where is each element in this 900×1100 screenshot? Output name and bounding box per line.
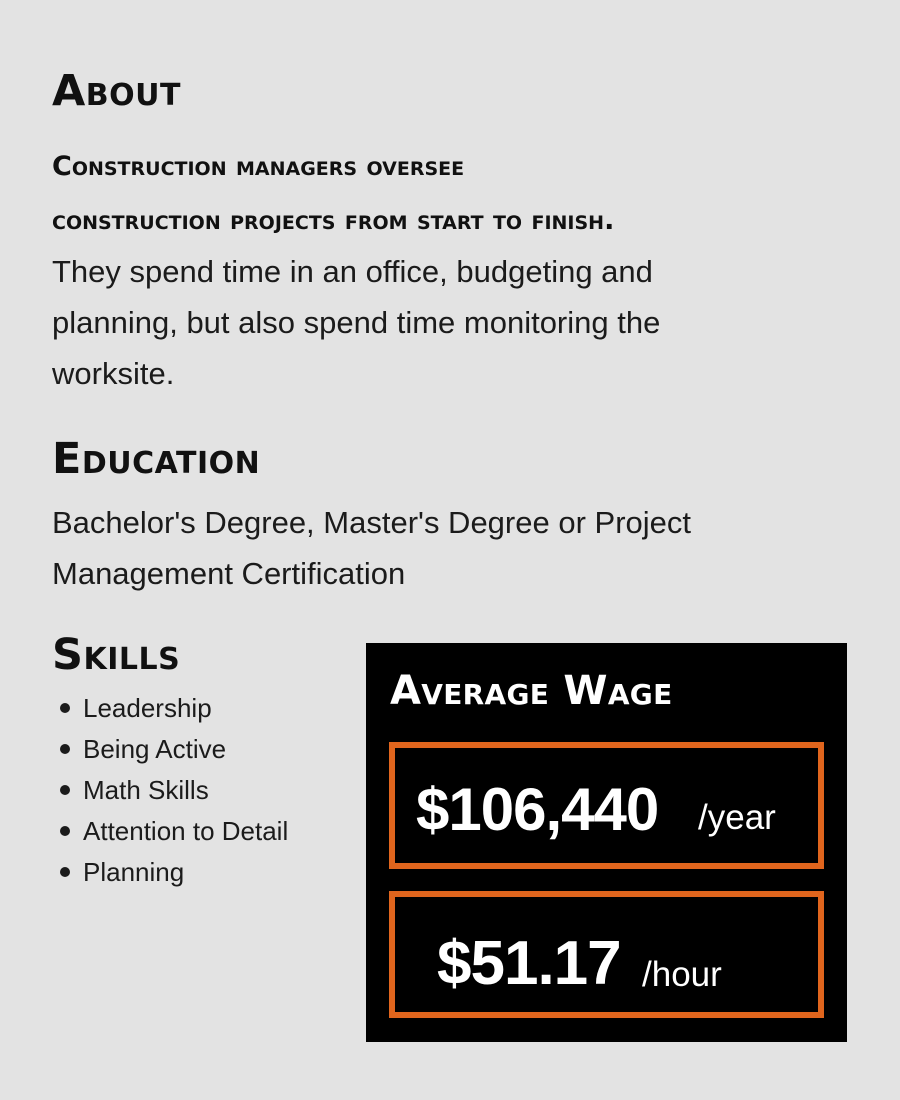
skill-item	[58, 770, 288, 811]
average-wage-panel	[366, 643, 847, 1042]
annual-wage-amount: $106,440	[416, 776, 659, 843]
skill-label: Planning	[83, 857, 185, 887]
annual-wage-unit: /year	[698, 798, 776, 837]
hourly-wage-box	[389, 891, 824, 1018]
skill-item	[58, 811, 288, 852]
about-body-line: planning, but also spend time monitoring the	[52, 305, 661, 340]
about-heading: About	[52, 66, 181, 116]
skill-item	[58, 688, 288, 729]
about-body-line: worksite.	[52, 356, 175, 391]
bullet-icon	[60, 826, 70, 836]
bullet-icon	[60, 744, 70, 754]
about-body-line: They spend time in an office, budgeting and	[52, 254, 653, 289]
bullet-icon	[60, 785, 70, 795]
average-wage-title: Average Wage	[390, 668, 673, 714]
education-heading: Education	[52, 434, 261, 484]
about-subheading	[52, 140, 852, 248]
about-subheading-line: construction projects from start to finish.	[52, 205, 615, 236]
bullet-icon	[60, 703, 70, 713]
bullet-icon	[60, 867, 70, 877]
education-body-line: Management Certification	[52, 556, 406, 591]
about-subheading-line: Construction managers oversee	[52, 151, 465, 182]
skill-label: Leadership	[83, 693, 212, 723]
education-body	[52, 497, 691, 599]
skill-label: Math Skills	[83, 775, 209, 805]
education-body-line: Bachelor's Degree, Master's Degree or Project	[52, 505, 691, 540]
skill-label: Attention to Detail	[83, 816, 289, 846]
hourly-wage-amount: $51.17	[437, 929, 621, 998]
hourly-wage-unit: /hour	[642, 955, 722, 994]
skill-item	[58, 729, 288, 770]
about-body	[52, 246, 660, 399]
skill-label: Being Active	[83, 734, 227, 764]
annual-wage-box	[389, 742, 824, 869]
skills-heading: Skills	[52, 630, 181, 680]
skill-item	[58, 852, 288, 893]
skills-list	[58, 688, 288, 893]
